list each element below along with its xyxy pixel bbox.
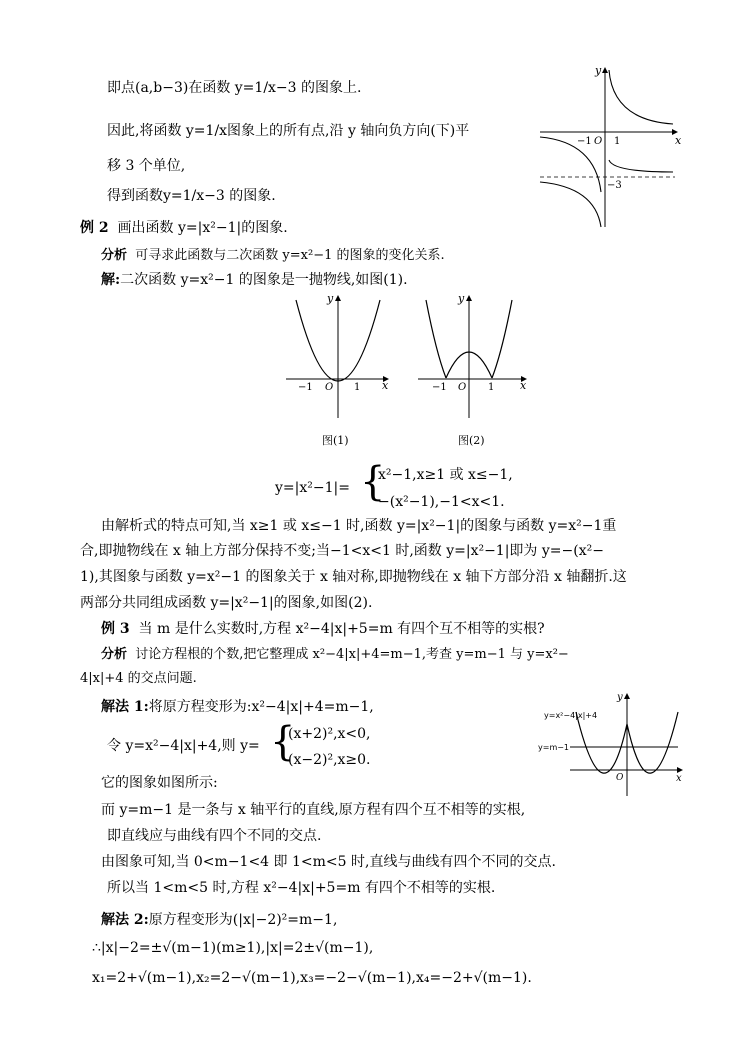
method-2-label: 解法 2:: [101, 912, 149, 928]
example-3-text: 当 m 是什么实数时,方程 x²−4|x|+5=m 有四个互不相等的实根?: [138, 621, 545, 637]
method-2-line-3: x₁=2+√(m−1),x₂=2−√(m−1),x₃=−2−√(m−1),x₄=−2+√(m−1).: [92, 970, 532, 986]
method-1-line-6: 由图象可知,当 0<m−1<4 即 1<m<5 时,直线与曲线有四个不同的交点.: [101, 854, 556, 870]
curve-left-branch: [426, 300, 446, 378]
method-1-line-4: 而 y=m−1 是一条与 x 轴平行的直线,原方程有四个互不相等的实根,: [101, 802, 526, 818]
analysis-2-label: 分析: [101, 248, 128, 263]
tick-neg3: −3: [607, 180, 622, 191]
curve-branch-lower-right: [609, 160, 673, 172]
curve-label: y=x²−4|x|+4: [544, 711, 598, 720]
paragraph-line-4: 两部分共同组成函数 y=|x²−1|的图象,如图(2).: [80, 595, 373, 611]
figure-2-caption: 图(2): [458, 434, 485, 447]
analysis-3-label: 分析: [101, 647, 128, 662]
y-label: y: [595, 64, 602, 77]
method-1: [101, 697, 374, 717]
method-1-brace: {: [270, 719, 296, 765]
line-label: y=m−1: [538, 743, 570, 752]
piecewise-brace: {: [360, 459, 386, 505]
piecewise-case-1: x²−1,x≥1 或 x≤−1,: [378, 467, 513, 483]
y-label: y: [617, 692, 623, 703]
method-1-line-3: 它的图象如图所示:: [101, 775, 218, 791]
analysis-2: [101, 246, 445, 266]
paragraph-line-3: 1),其图象与函数 y=x²−1 的图象关于 x 轴对称,即抛物线在 x 轴下方部分沿 x 轴翻折.这: [80, 569, 627, 585]
curve-branch-lower-left: [540, 182, 601, 227]
hyperbola-graph: [535, 62, 685, 230]
method-1-case-1: (x+2)²,x<0,: [288, 726, 371, 742]
method-2: [101, 910, 337, 930]
x-label: x: [520, 379, 527, 392]
analysis-3: [101, 645, 569, 665]
example-2: [80, 218, 288, 238]
tick-1: 1: [354, 382, 361, 393]
figure-2-graph: [414, 292, 532, 420]
tick-1: 1: [614, 136, 621, 147]
origin-label: O: [616, 773, 624, 783]
example-2-text: 画出函数 y=|x²−1|的图象.: [117, 220, 288, 236]
text-line-4: 得到函数y=1/x−3 的图象.: [107, 188, 276, 204]
curve-branch-upper-right: [609, 70, 673, 124]
example-3: [101, 619, 545, 639]
origin-label: O: [325, 382, 334, 393]
origin-label: O: [594, 136, 603, 147]
x-label: x: [675, 134, 682, 147]
analysis-2-text: 可寻求此函数与二次函数 y=x²−1 的图象的变化关系.: [135, 248, 445, 263]
curve-branch-upper-left: [540, 137, 601, 192]
origin-label: O: [458, 382, 467, 393]
solution-text: 二次函数 y=x²−1 的图象是一抛物线,如图(1).: [120, 272, 408, 288]
y-label: y: [458, 292, 465, 305]
tick-neg1: −1: [298, 382, 313, 393]
method-1-label: 解法 1:: [101, 699, 149, 715]
method-2-text: 原方程变形为(|x|−2)²=m−1,: [148, 912, 338, 928]
x-label: x: [382, 379, 389, 392]
solution-label: 解:: [101, 272, 121, 288]
method-1-line-5: 即直线应与曲线有四个不同的交点.: [107, 828, 322, 844]
figure-3-graph: [536, 690, 686, 798]
figure-1-graph: [282, 292, 394, 420]
x-label: x: [676, 773, 682, 784]
text-line-2: 因此,将函数 y=1/x图象上的所有点,沿 y 轴向负方向(下)平: [107, 123, 470, 139]
analysis-3-text: 讨论方程根的个数,把它整理成 x²−4|x|+4=m−1,考查 y=m−1 与 y=x²−: [135, 647, 569, 662]
method-1-line-7: 所以当 1<m<5 时,方程 x²−4|x|+5=m 有四个不相等的实根.: [107, 880, 496, 896]
tick-neg1: −1: [577, 136, 592, 147]
tick-neg1: −1: [432, 382, 447, 393]
paragraph-line-2: 合,即抛物线在 x 轴上方部分保持不变;当−1<x<1 时,函数 y=|x²−1|即为 y=−(x²−: [80, 543, 604, 559]
method-2-line-2: ∴|x|−2=±√(m−1)(m≥1),|x|=2±√(m−1),: [92, 940, 374, 956]
y-label: y: [327, 292, 334, 305]
paragraph-line-1: 由解析式的特点可知,当 x≥1 或 x≤−1 时,函数 y=|x²−1|的图象与函数 y=x²−1重: [101, 518, 617, 534]
piecewise-lhs: y=|x²−1|=: [275, 480, 350, 496]
analysis-3-line-2: 4|x|+4 的交点问题.: [80, 671, 197, 686]
example-2-label: 例 2: [80, 220, 109, 236]
solution-2: [101, 270, 408, 290]
tick-1: 1: [488, 382, 495, 393]
method-1-case-2: (x−2)²,x≥0.: [288, 752, 371, 768]
curve-right-branch: [492, 300, 512, 378]
figure-1-caption: 图(1): [322, 434, 349, 447]
text-line-1: 即点(a,b−3)在函数 y=1/x−3 的图象上.: [107, 80, 362, 96]
piecewise-case-2: −(x²−1),−1<x<1.: [378, 494, 505, 510]
example-3-label: 例 3: [101, 621, 130, 637]
method-1-text: 将原方程变形为:x²−4|x|+4=m−1,: [148, 699, 374, 715]
text-line-3: 移 3 个单位,: [107, 158, 186, 174]
method-1-let: 令 y=x²−4|x|+4,则 y=: [107, 738, 260, 754]
